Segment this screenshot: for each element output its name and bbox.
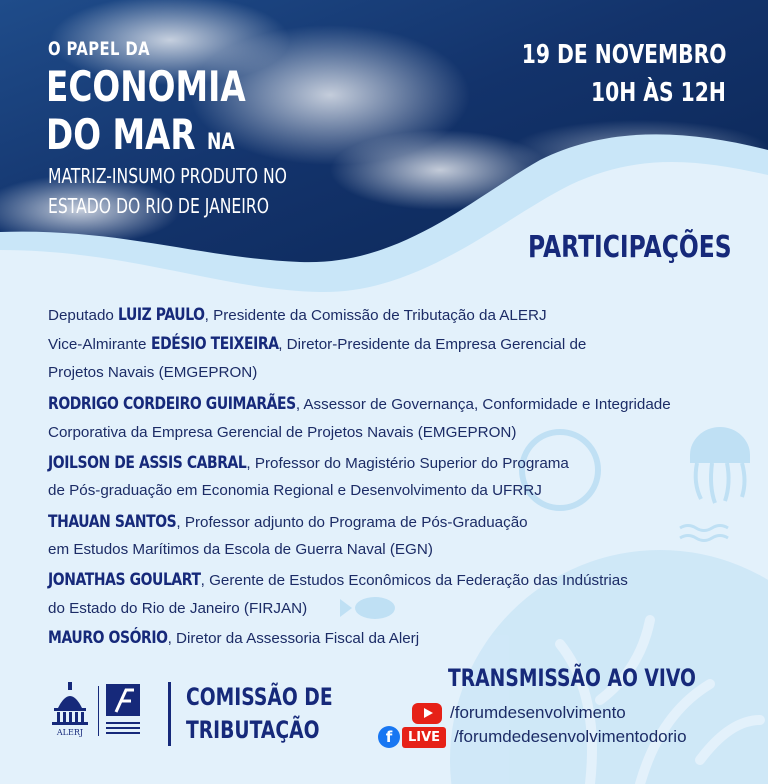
committee-line-1: COMISSÃO DE: [186, 683, 333, 711]
youtube-row[interactable]: [410, 700, 626, 726]
facebook-handle[interactable]: /forumdedesenvolvimentodorio: [454, 727, 687, 746]
participant-description: Corporativa da Empresa Gerencial de Projetos Navais (EMGEPRON): [48, 424, 517, 441]
participant-description: , Professor do Magistério Superior do Programa: [246, 455, 569, 472]
title-main-line-2-text: DO MAR: [46, 110, 196, 159]
participant-line: [48, 600, 307, 617]
participant-line: [48, 570, 628, 590]
participant-line: [48, 512, 528, 532]
participant-name: JOILSON DE ASSIS CABRAL: [48, 453, 247, 473]
participant-description: em Estudos Marítimos da Escola de Guerra Naval (EGN): [48, 541, 433, 558]
participant-name: THAUAN SANTOS: [48, 512, 177, 532]
title-main-line-1: ECONOMIA: [46, 62, 246, 111]
participant-name: MAURO OSÓRIO: [48, 628, 168, 648]
subtitle-line-2: ESTADO DO RIO DE JANEIRO: [48, 194, 270, 218]
event-date: 19 DE NOVEMBRO: [521, 40, 726, 70]
event-time: 10H ÀS 12H: [591, 78, 726, 108]
participant-description: Projetos Navais (EMGEPRON): [48, 364, 258, 381]
facebook-row[interactable]: [378, 724, 687, 750]
youtube-icon: [412, 703, 442, 724]
alerj-logo: [46, 682, 94, 738]
participant-description: , Diretor-Presidente da Empresa Gerencial de: [278, 336, 587, 353]
participant-description: , Presidente da Comissão de Tributação da ALERJ: [204, 307, 547, 324]
committee-line-2: TRIBUTAÇÃO: [186, 716, 320, 744]
participant-line: [48, 305, 547, 325]
logo-divider: [98, 686, 99, 736]
youtube-handle[interactable]: /forumdesenvolvimento: [450, 703, 626, 722]
participant-description: , Professor adjunto do Programa de Pós-Graduação: [176, 514, 528, 531]
participant-description: , Diretor da Assessoria Fiscal da Alerj: [167, 630, 420, 647]
participant-description: de Pós-graduação em Economia Regional e Desenvolvimento da UFRRJ: [48, 482, 542, 499]
participant-line: [48, 364, 257, 381]
participant-role-prefix: Deputado: [48, 307, 119, 324]
title-na: NA: [207, 130, 235, 155]
forum-logo: [104, 684, 142, 740]
participant-name: EDÉSIO TEIXEIRA: [150, 334, 279, 354]
participant-name: JONATHAS GOULART: [48, 570, 201, 590]
participant-line: [48, 424, 516, 441]
participant-description: do Estado do Rio de Janeiro (FIRJAN): [48, 600, 308, 617]
title-main-line-2: [46, 112, 235, 166]
live-badge: LIVE: [402, 727, 446, 748]
committee-divider: [168, 682, 171, 746]
live-heading: TRANSMISSÃO AO VIVO: [448, 664, 696, 692]
facebook-icon: f: [378, 726, 400, 748]
participant-line: [48, 334, 586, 354]
participant-name: RODRIGO CORDEIRO GUIMARÃES: [48, 394, 296, 414]
participant-line: [48, 628, 419, 648]
title-small: O PAPEL DA: [48, 38, 150, 60]
participant-description: , Gerente de Estudos Econômicos da Federação das Indústrias: [200, 572, 628, 589]
participant-line: [48, 482, 542, 499]
participant-name: LUIZ PAULO: [118, 305, 205, 325]
participant-line: [48, 541, 433, 558]
participations-heading: PARTICIPAÇÕES: [528, 230, 732, 265]
participant-role-prefix: Vice-Almirante: [48, 336, 151, 353]
subtitle-line-1: MATRIZ-INSUMO PRODUTO NO: [48, 164, 287, 188]
participant-line: [48, 453, 569, 473]
alerj-logo-text: ALERJ: [56, 728, 84, 737]
participant-line: [48, 394, 671, 414]
participant-description: , Assessor de Governança, Conformidade e Integridade: [295, 396, 671, 413]
